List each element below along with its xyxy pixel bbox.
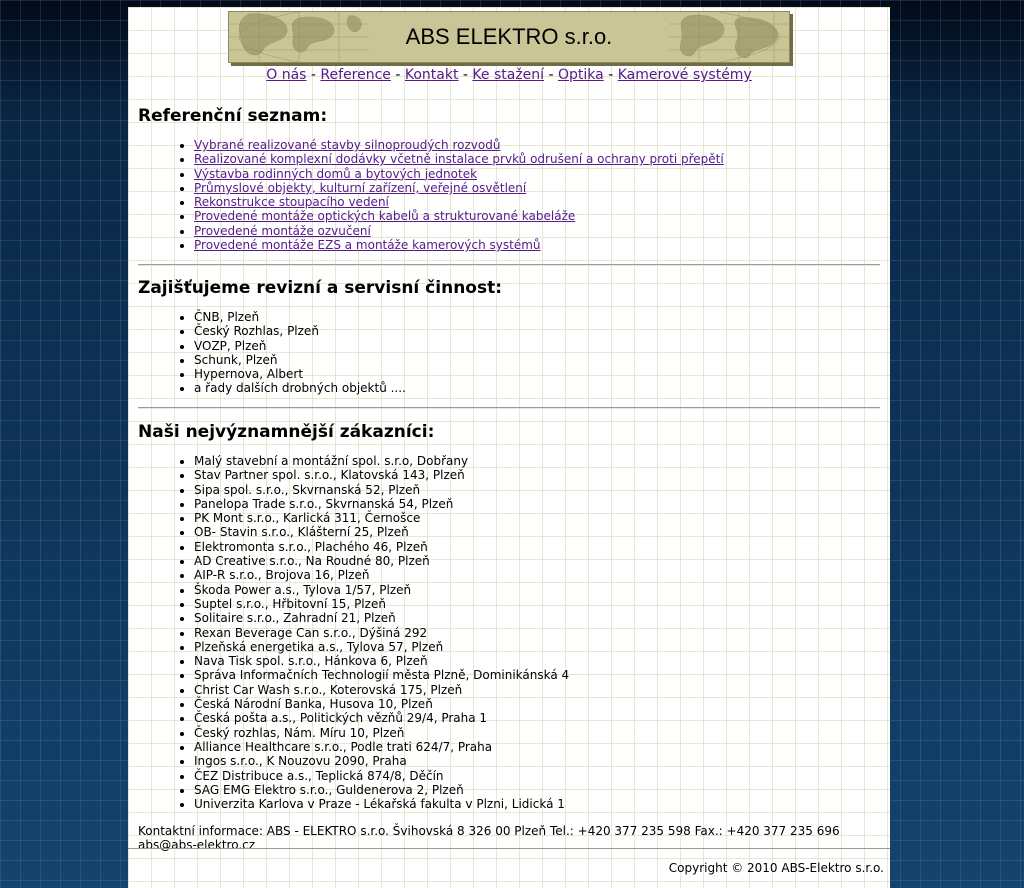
list-item: • Elektromonta s.r.o., Plachého 46, Plzeň (194, 540, 569, 554)
list-item: • AIP-R s.r.o., Brojova 16, Plzeň (194, 568, 569, 582)
nav-separator: - (390, 67, 405, 83)
section-divider (138, 407, 880, 409)
list-item: • Správa Informačních Technologií města Plzně, Dominikánská 4 (194, 668, 569, 682)
list-item: • SAG EMG Elektro s.r.o., Guldenerova 2, Plzeň (194, 783, 569, 797)
list-item: • ČEZ Distribuce a.s., Teplická 874/8, Děčín (194, 769, 569, 783)
reference-link[interactable]: Provedené montáže EZS a montáže kamerových systémů (194, 238, 541, 253)
reference-link[interactable]: Výstavba rodinných domů a bytových jednotek (194, 166, 478, 181)
list-item: • Český Rozhlas, Plzeň (194, 324, 406, 338)
reference-link[interactable]: Provedené montáže optických kabelů a strukturované kabeláže (194, 209, 576, 224)
list-item: • VOZP, Plzeň (194, 339, 406, 353)
nav-link-kontakt[interactable]: Kontakt (404, 67, 459, 83)
list-item: • Český rozhlas, Nám. Míru 10, Plzeň (194, 726, 569, 740)
list-item: • Hypernova, Albert (194, 367, 406, 381)
reference-link[interactable]: Realizované komplexní dodávky včetně instalace prvků odrušení a ochrany proti přepětí (194, 152, 724, 167)
list-item: • Ingos s.r.o., K Nouzovu 2090, Praha (194, 754, 569, 768)
reference-link[interactable]: Rekonstrukce stoupacího vedení (194, 195, 389, 210)
nav-link-o-nas[interactable]: O nás (266, 67, 307, 83)
list-item (194, 138, 724, 152)
list-item: • Sipa spol. s.r.o., Skvrnanská 52, Plzeň (194, 483, 569, 497)
nav-separator: - (603, 67, 618, 83)
list-item: • Christ Car Wash s.r.o., Koterovská 175, Plzeň (194, 683, 569, 697)
list-item: • Univerzita Karlova v Praze - Lékařská fakulta v Plzni, Lidická 1 (194, 797, 569, 811)
list-item: • Schunk, Plzeň (194, 353, 406, 367)
nav-link-ke-stazeni[interactable]: Ke stažení (472, 67, 545, 83)
customers-list (138, 454, 569, 811)
list-item (194, 209, 724, 223)
nav-separator: - (306, 67, 321, 83)
list-item: • Nava Tisk spol. s.r.o., Hánkova 6, Plzeň (194, 654, 569, 668)
reference-link[interactable]: Průmyslové objekty, kulturní zařízení, veřejné osvětlení (194, 180, 527, 195)
list-item: • Plzeňská energetika a.s., Tylova 57, Plzeň (194, 640, 569, 654)
references-list (138, 138, 724, 252)
service-list (138, 310, 406, 396)
section-divider (138, 264, 880, 266)
list-item: • Alliance Healthcare s.r.o., Podle trati 624/7, Praha (194, 740, 569, 754)
list-item: • Suptel s.r.o., Hřbitovní 15, Plzeň (194, 597, 569, 611)
list-item (194, 238, 724, 252)
site-title: ABS ELEKTRO s.r.o. (405, 24, 613, 49)
list-item: • Panelopa Trade s.r.o., Skvrnanská 54, Plzeň (194, 497, 569, 511)
nav-separator: - (544, 67, 559, 83)
page-container (128, 7, 890, 888)
list-item: • Stav Partner spol. s.r.o., Klatovská 143, Plzeň (194, 468, 569, 482)
reference-link[interactable]: Vybrané realizované stavby silnoproudých rozvodů (194, 138, 501, 152)
nav-link-kamerove-systemy[interactable]: Kamerové systémy (617, 67, 752, 83)
header-banner (228, 11, 790, 63)
nav-separator: - (458, 67, 473, 83)
footer-divider (128, 848, 890, 849)
list-item: • Česká Národní Banka, Husova 10, Plzeň (194, 697, 569, 711)
list-item: • Malý stavební a montážní spol. s.r.o, Dobřany (194, 454, 569, 468)
list-item (194, 152, 724, 166)
list-item: • Rexan Beverage Can s.r.o., Dýšiná 292 (194, 626, 569, 640)
main-nav (128, 67, 890, 83)
references-heading: Referenční seznam: (138, 106, 328, 126)
copyright-text: Copyright © 2010 ABS-Elektro s.r.o. (668, 861, 884, 875)
nav-link-optika[interactable]: Optika (558, 67, 604, 83)
list-item: • AD Creative s.r.o., Na Roudné 80, Plzeň (194, 554, 569, 568)
list-item (194, 181, 724, 195)
customers-heading: Naši nejvýznamnější zákazníci: (138, 422, 435, 442)
list-item: • a řady dalších drobných objektů .... (194, 381, 406, 395)
list-item: • Škoda Power a.s., Tylova 1/57, Plzeň (194, 583, 569, 597)
list-item: • OB- Stavin s.r.o., Klášterní 25, Plzeň (194, 525, 569, 539)
service-heading: Zajišťujeme revizní a servisní činnost: (138, 278, 503, 298)
list-item: • PK Mont s.r.o., Karlická 311, Černošce (194, 511, 569, 525)
list-item (194, 195, 724, 209)
list-item: • Česká pošta a.s., Politických vězňů 29/4, Praha 1 (194, 711, 569, 725)
list-item: • ČNB, Plzeň (194, 310, 406, 324)
reference-link[interactable]: Provedené montáže ozvučení (194, 223, 371, 238)
list-item: • Solitaire s.r.o., Zahradní 21, Plzeň (194, 611, 569, 625)
list-item (194, 224, 724, 238)
contact-info: Kontaktní informace: ABS - ELEKTRO s.r.o. Švihovská 8 326 00 Plzeň Tel.: +420 377 235 598 Fax.: +420 377 235 696 abs@abs-elektro.cz (138, 824, 840, 852)
list-item (194, 167, 724, 181)
nav-link-reference[interactable]: Reference (320, 67, 391, 83)
